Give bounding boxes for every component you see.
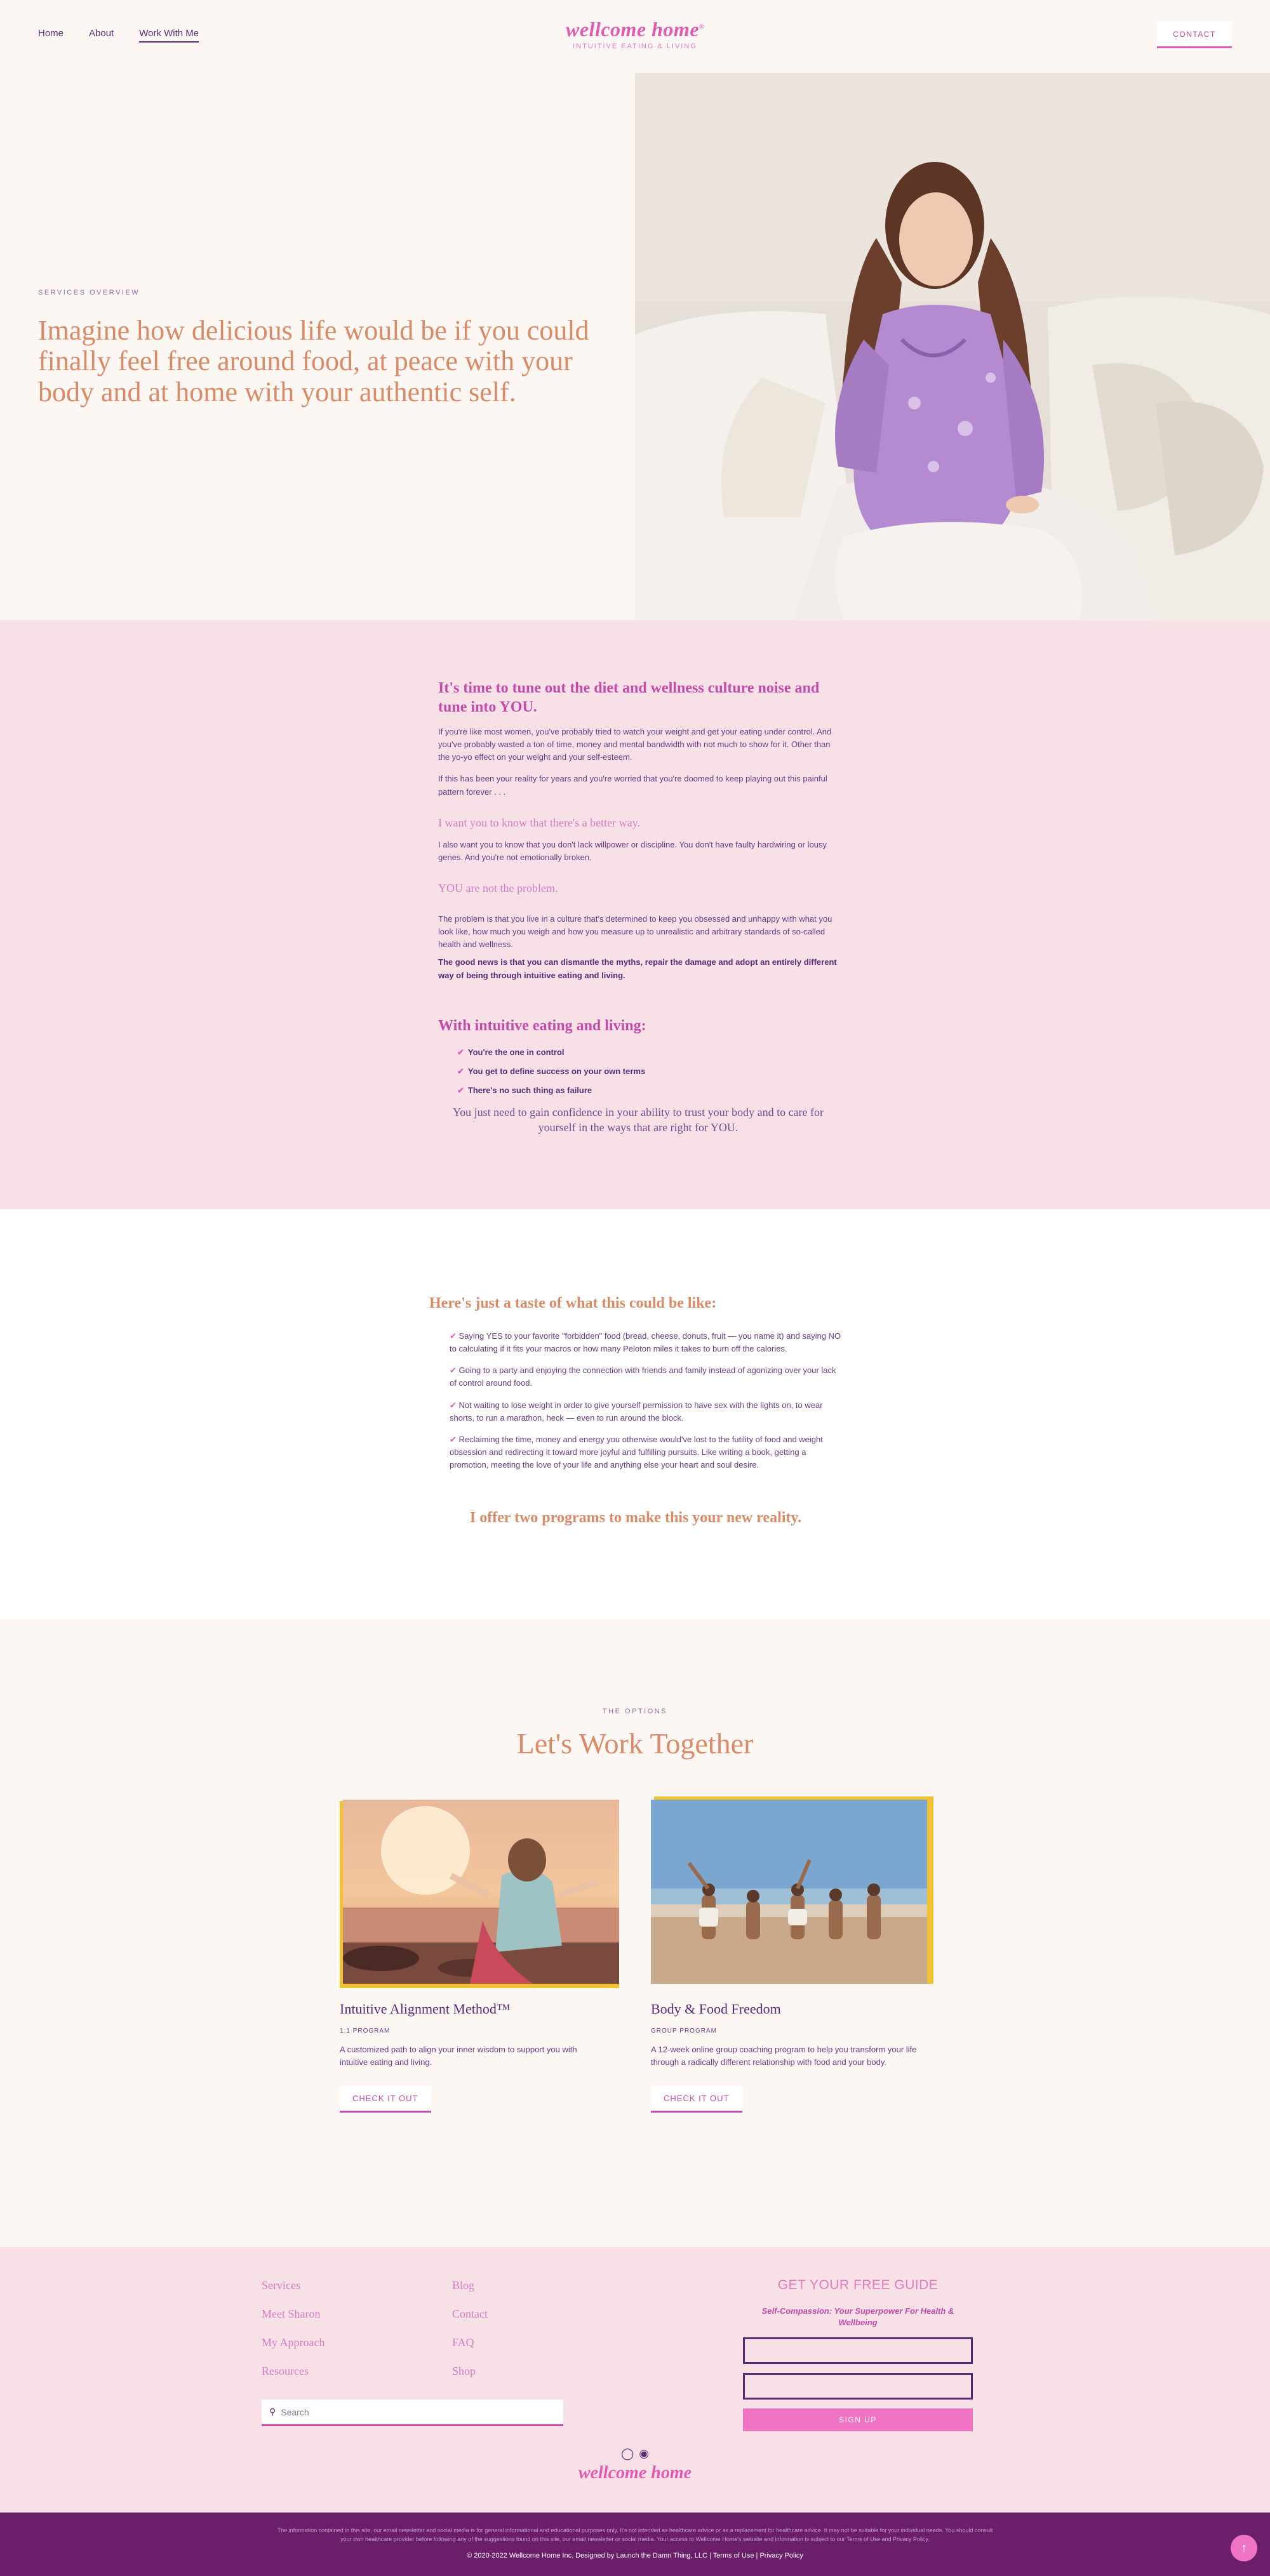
footer-logo[interactable]: wellcome home <box>578 2463 692 2483</box>
options-heading: Let's Work Together <box>516 1727 754 1760</box>
intro-paragraph-1: If you're like most women, you've probably tried to watch your weight and get your eating under control. And you've probably wasted a ton of time, money and mental bandwidth with not much to show for it. Other than the yo-yo effect on your weight and your self-esteem. <box>438 727 832 762</box>
site-header <box>0 0 1270 73</box>
email-field[interactable] <box>743 2373 973 2400</box>
pinterest-icon[interactable]: ◉ <box>639 2447 649 2460</box>
hero-headline: Imagine how delicious life would be if you could finally feel free around food, at peace with your body and at home with your authentic self. <box>38 315 589 408</box>
footer-link-shop[interactable]: Shop <box>452 2365 476 2377</box>
program-title[interactable]: Body & Food Freedom <box>651 2001 781 2017</box>
guide-title: GET YOUR FREE GUIDE <box>777 2278 939 2292</box>
list-item: ✔ Going to a party and enjoying the connection with friends and family instead of agonizing over your lack of control around food. <box>450 1365 836 1388</box>
check-it-out-button[interactable]: CHECK IT OUT <box>651 2086 742 2113</box>
women-running-beach-image <box>651 1800 927 1984</box>
list-item: ✔ Not waiting to lose weight in order to give yourself permission to have sex with the lights on, to wear shorts, to run a marathon, heck — even to run around the block. <box>450 1400 823 1423</box>
arrow-up-icon: ↑ <box>1241 2540 1247 2555</box>
options-section <box>0 1619 1270 2247</box>
social-links <box>0 2447 1270 2460</box>
intro-closing: You just need to gain confidence in your ability to trust your body and to care for yourself in the ways that are right for YOU. <box>452 1105 824 1134</box>
check-icon: ✔ <box>457 1085 464 1095</box>
hero-photo <box>635 73 1270 620</box>
search-icon: ⚲ <box>269 2407 276 2417</box>
program-card-2 <box>651 1800 930 2113</box>
hero-eyebrow: SERVICES OVERVIEW <box>38 289 140 296</box>
footer-column-2 <box>452 2279 488 2393</box>
footer-link-blog[interactable]: Blog <box>452 2279 475 2292</box>
sign-up-button[interactable]: SIGN UP <box>743 2408 973 2431</box>
nav-home[interactable]: Home <box>38 28 64 39</box>
intro-subheading-2: YOU are not the problem. <box>438 881 558 894</box>
footer-link-faq[interactable]: FAQ <box>452 2336 474 2349</box>
logo-tagline: INTUITIVE EATING & LIVING <box>573 43 697 50</box>
check-icon: ✔ <box>457 1066 464 1076</box>
taste-heading: Here's just a taste of what this could be like: <box>429 1295 717 1311</box>
program-description: A 12-week online group coaching program to help you transform your life through a radically different relationship with food and your body. <box>651 2045 917 2067</box>
taste-section <box>0 1209 1270 1619</box>
disclaimer-text: The information contained in this site, our email newsletter and social media is for general informational and educational purposes only. It's not intended as healthcare advice or as a replacement for healthcare advice. It may not be suitable for your individual needs. You should consult your own healthcare provider before following any of the suggestions found on this site, our email newsletter or social media. Your access to Wellcome Home's website and information is subject to our Terms of Use and Privacy Policy. <box>277 2527 993 2542</box>
program-photo-sunset[interactable] <box>343 1800 619 1984</box>
footer-link-resources[interactable]: Resources <box>262 2365 309 2377</box>
program-title[interactable]: Intuitive Alignment Method™ <box>340 2001 511 2017</box>
check-icon: ✔ <box>457 1047 464 1057</box>
check-icon: ✔ <box>450 1434 459 1444</box>
intro-paragraph-3: I also want you to know that you don't lack willpower or discipline. You don't have faulty hardwiring or lousy genes. And you're not emotionally broken. <box>438 839 827 862</box>
search-placeholder: Search <box>281 2407 309 2417</box>
site-logo[interactable] <box>0 18 1270 50</box>
woman-sunset-beach-image <box>343 1800 619 1984</box>
hero-section <box>0 73 1270 620</box>
copyright-text: © 2020-2022 Wellcome Home Inc. Designed by Launch the Damn Thing, LLC | Terms of Use | Privacy Policy <box>467 2552 803 2559</box>
intro-heading-2: With intuitive eating and living: <box>438 1017 646 1034</box>
check-icon: ✔ <box>450 1400 459 1410</box>
program-photo-beach[interactable] <box>651 1800 927 1984</box>
list-item: ✔ Saying YES to your favorite "forbidden" food (bread, cheese, donuts, fruit — you name it) and saying NO to calculating if it fits your macros or how many Peloton miles it takes to burn off the calories. <box>450 1331 841 1354</box>
check-it-out-button[interactable]: CHECK IT OUT <box>340 2086 431 2113</box>
benefits-list <box>438 1047 838 1096</box>
logo-mark: ® <box>699 23 704 31</box>
woman-on-sofa-image <box>635 73 1270 620</box>
guide-subtitle: Self-Compassion: Your Superpower For Health & Wellbeing <box>761 2306 954 2328</box>
back-to-top-button[interactable] <box>1231 2535 1257 2561</box>
footer-link-meet-sharon[interactable]: Meet Sharon <box>262 2307 321 2320</box>
list-item: ✔ Reclaiming the time, money and energy you otherwise would've lost to the futility of food and weight obsession and redirecting it toward more joyful and fulfilling pursuits. Like writing a book, getting a promotion, meeting the love of your life and anything else your heart and soul desire. <box>450 1434 823 1470</box>
program-type: GROUP PROGRAM <box>651 2028 717 2035</box>
search-input[interactable] <box>262 2400 563 2426</box>
check-icon: ✔ <box>450 1331 459 1341</box>
offer-heading: I offer two programs to make this your new reality. <box>469 1510 802 1527</box>
list-item: ✔ You get to define success on your own terms <box>457 1066 646 1076</box>
options-eyebrow: THE OPTIONS <box>602 1708 668 1715</box>
intro-paragraph-2: If this has been your reality for years and you're worried that you're doomed to keep playing out this painful pattern forever . . . <box>438 774 827 797</box>
intro-paragraph-5: The good news is that you can dismantle the myths, repair the damage and adopt an entirely different way of being through intuitive eating and living. <box>438 957 837 980</box>
intro-section <box>0 620 1270 1209</box>
program-description: A customized path to align your inner wisdom to support you with intuitive eating and living. <box>340 2045 577 2067</box>
free-guide-form <box>743 2278 973 2431</box>
footer-link-contact[interactable]: Contact <box>452 2307 488 2320</box>
check-icon: ✔ <box>450 1365 459 1376</box>
list-item: ✔ You're the one in control <box>457 1047 565 1057</box>
footer-column-1 <box>262 2279 324 2393</box>
nav-about[interactable]: About <box>89 28 114 39</box>
footer-link-services[interactable]: Services <box>262 2279 300 2292</box>
instagram-icon[interactable]: ◯ <box>621 2447 634 2460</box>
intro-heading: It's time to tune out the diet and wellness culture noise and tune into YOU. <box>438 680 820 715</box>
program-type: 1:1 PROGRAM <box>340 2028 391 2035</box>
footer-link-my-approach[interactable]: My Approach <box>262 2336 325 2349</box>
contact-button[interactable]: CONTACT <box>1157 22 1232 48</box>
intro-paragraph-4: The problem is that you live in a culture that's determined to keep you obsessed and unhappy with what you look like, how much you weigh and how you measure up to unrealistic and arbitrary standards of so-called health and wellness. <box>438 913 832 950</box>
list-item: ✔ There's no such thing as failure <box>457 1085 592 1095</box>
logo-text: wellcome home <box>566 18 700 41</box>
first-name-field[interactable] <box>743 2337 973 2364</box>
intro-subheading-1: I want you to know that there's a better way. <box>438 816 640 829</box>
site-footer <box>0 2247 1270 2513</box>
footer-bottom-bar <box>0 2513 1270 2576</box>
taste-list <box>429 1330 842 1471</box>
nav-work-with-me[interactable]: Work With Me <box>139 28 199 43</box>
program-card-1 <box>340 1800 619 2113</box>
